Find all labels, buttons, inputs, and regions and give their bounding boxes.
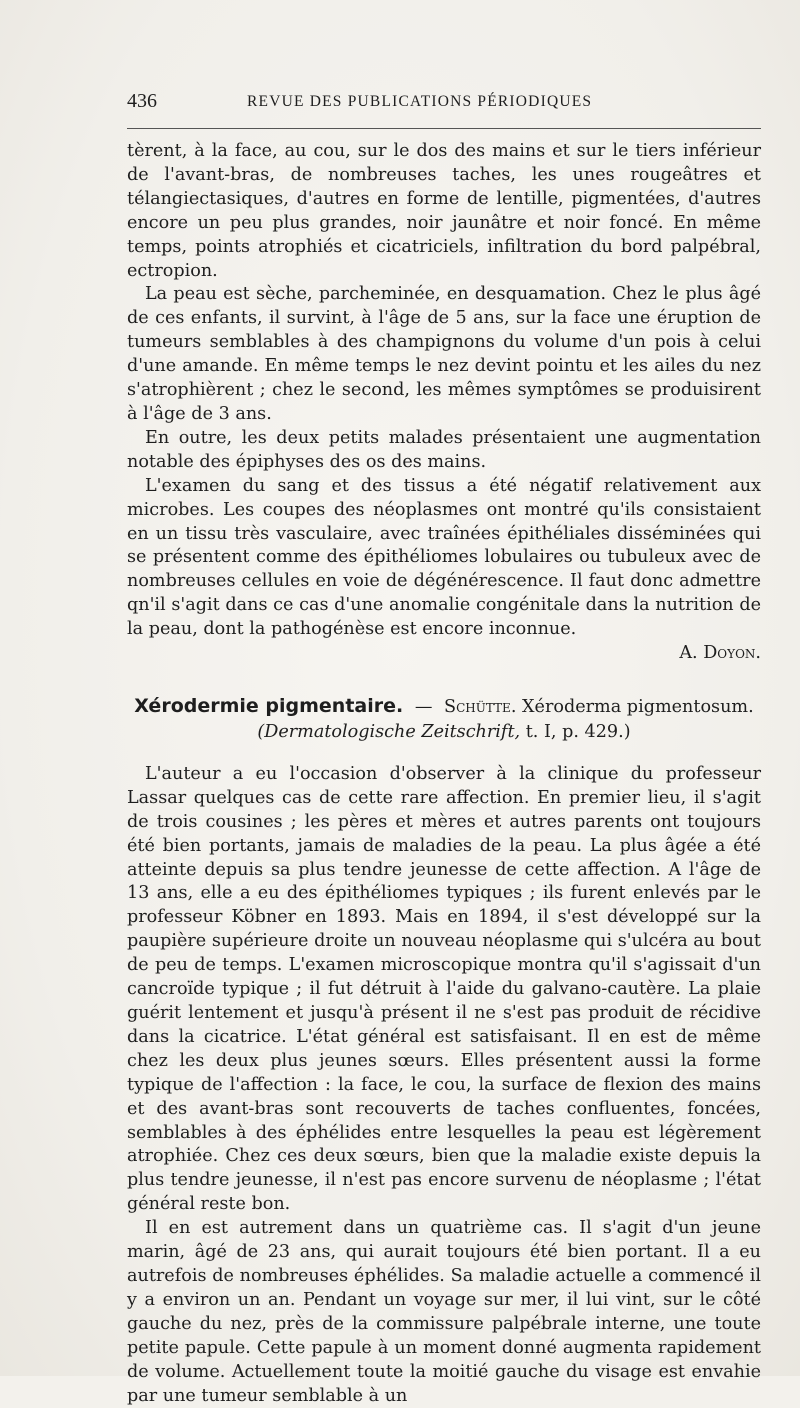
citation-ref: t. I, p. 429.) xyxy=(525,721,631,742)
header-rule xyxy=(127,128,761,129)
section-heading-line-2 xyxy=(127,720,761,745)
paragraph: En outre, les deux petits malades présentaient une augmentation notable des épiphyses des os des mains. xyxy=(127,427,761,472)
running-title: REVUE DES PUBLICATIONS PÉRIODIQUES xyxy=(247,93,593,110)
section-heading xyxy=(127,694,761,745)
signature-line xyxy=(127,642,761,666)
paragraph: L'examen du sang et des tissus a été négatif relativement aux microbes. Les coupes des néoplasmes ont montré qu'ils consistaient en un tissu très vasculaire, avec traînées épithéliales disséminées qui se présentent comme des épithéliomes lobulaires ou tubuleux avec de nombreuses cellules en voie de dégénérescence. Il faut donc admettre qn'il s'agit dans ce cas d'une anomalie congénitale dans la nutrition de la peau, dont la pathogénèse est encore inconnue. xyxy=(127,475,761,640)
paragraph-continued: tèrent, à la face, au cou, sur le dos des mains et sur le tiers inférieur de l'avant-bras, de nombreuses taches, les unes rougeâtres et télangiectasiques, d'autres en forme de lentille, pigmentées, d'autres encore un peu plus grandes, noir jaunâtre et noir foncé. En même temps, points atrophiés et cicatriciels, infiltration du bord palpébral, ectropion. xyxy=(127,141,761,281)
paragraph: La peau est sèche, parcheminée, en desquamation. Chez le plus âgé de ces enfants, il survint, à l'âge de 5 ans, sur la face une éruption de tumeurs semblables à des champignons du volume d'un pois à celui d'une amande. En même temps le nez devint pointu et les ailes du nez s'atrophièrent ; chez le second, les mêmes symptômes se produisirent à l'âge de 3 ans. xyxy=(127,284,761,424)
section-dash: — xyxy=(414,696,433,717)
section-title: Xérodermie pigmentaire. xyxy=(134,694,404,717)
page-number: 436 xyxy=(127,90,157,112)
section-heading-line-1 xyxy=(127,694,761,720)
paragraph: Il en est autrement dans un quatrième cas. Il s'agit d'un jeune marin, âgé de 23 ans, qui aurait toujours été bien portant. Il a eu autrefois de nombreuses éphélides. Sa maladie actuelle a commencé il y a environ un an. Pendant un voyage sur mer, il lui vint, sur le côté gauche du nez, près de la commissure palpébrale interne, une toute petite papule. Cette papule à un moment donné augmenta rapidement de volume. Actuellement toute la moitié gauche du visage est envahie par une tumeur semblable à un xyxy=(127,1218,761,1406)
page-header xyxy=(127,90,761,118)
citation-journal: (Dermatologische Zeitschrift, xyxy=(257,721,521,742)
section-work: Xéroderma pigmentosum. xyxy=(522,696,754,717)
signature: A. Doyon. xyxy=(679,643,761,664)
paragraph: L'auteur a eu l'occasion d'observer à la clinique du professeur Lassar quelques cas de cette rare affection. En premier lieu, il s'agit de trois cousines ; les pères et mères et autres parents ont toujours été bien portants, jamais de maladies de la peau. La plus âgée a été atteinte depuis sa plus tendre jeunesse de cette affection. A l'âge de 13 ans, elle a eu des épithéliomes typiques ; ils furent enlevés par le professeur Köbner en 1893. Mais en 1894, il s'est développé sur la paupière supérieure droite un nouveau néoplasme qui s'ulcéra au bout de peu de temps. L'examen microscopique montra qu'il s'agissait d'un cancroïde typique ; il fut détruit à l'aide du galvano-cautère. La plaie guérit lentement et jusqu'à présent il ne s'est pas produit de récidive dans la cicatrice. L'état général est satisfaisant. Il en est de même chez les deux plus jeunes sœurs. Elles présentent aussi la forme typique de l'affection : la face, le cou, la surface de flexion des mains et des avant-bras sont recouverts de taches confluentes, foncées, semblables à des éphélides entre lesquelles la peau est légèrement atrophiée. Chez ces deux sœurs, bien que la maladie existe depuis la plus tendre jeunesse, il n'est pas encore survenu de néoplasme ; l'état général reste bon. xyxy=(127,763,761,1215)
section-author: Schütte. xyxy=(444,696,517,717)
article-body xyxy=(127,140,761,1408)
